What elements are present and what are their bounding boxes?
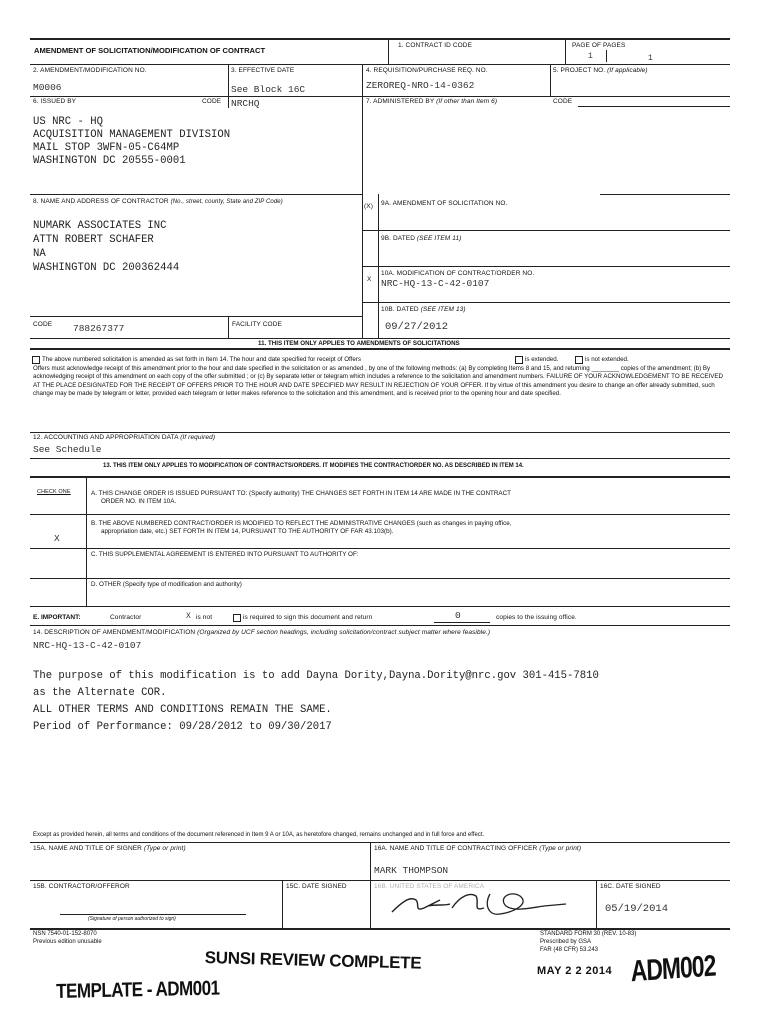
requisition-value: ZEROREQ-NRO-14-0362	[366, 80, 475, 91]
contractor-line-2: ATTN ROBERT SCHAFER	[33, 234, 154, 246]
previous-edition-text: Previous edition unusable	[33, 939, 102, 945]
effective-date-value: See Block 16C	[231, 84, 306, 95]
accounting-label: 12. ACCOUNTING AND APPROPRIATION DATA (If required)	[33, 434, 216, 441]
is-required-label: is required to sign this document and return	[243, 614, 373, 621]
item13d-line: D. OTHER (Specify type of modification and authority)	[91, 581, 242, 588]
item11-heading: 11. THIS ITEM ONLY APPLIES TO AMENDMENTS OF SOLICITATIONS	[258, 340, 460, 347]
signer-name-label: 15A. NAME AND TITLE OF SIGNER (Type or print)	[33, 845, 186, 852]
dated-10b-label: 10B. DATED (SEE ITEM 13)	[381, 306, 466, 313]
amendment-solicitation-label: 9A. AMENDMENT OF SOLICITATION NO.	[381, 200, 508, 207]
template-stamp: TEMPLATE - ADM001	[56, 976, 220, 1003]
contracting-officer-signature	[380, 886, 580, 920]
signature-authorized-note: (Signature of person authorized to sign)	[88, 916, 176, 922]
dated-9b-label: 9B. DATED (SEE ITEM 11)	[381, 235, 462, 242]
amendment-no-label: 2. AMENDMENT/MODIFICATION NO.	[33, 67, 147, 74]
contracting-officer-value: MARK THOMPSON	[374, 865, 449, 876]
sunsi-review-stamp: SUNSI REVIEW COMPLETE	[204, 948, 422, 973]
issued-by-code-value: NRCHQ	[231, 98, 260, 109]
contractor-line-4: WASHINGTON DC 200362444	[33, 262, 180, 274]
officer-date-signed-value: 05/19/2014	[605, 903, 669, 915]
description-line-1: The purpose of this modification is to add Dayna Dority,Dayna.Dority@nrc.gov 301-415-7810	[33, 670, 599, 682]
contractor-date-signed-label: 15C. DATE SIGNED	[286, 883, 347, 890]
united-states-label: 16B. UNITED STATES OF AMERICA	[374, 883, 485, 890]
important-label: E. IMPORTANT:	[33, 614, 81, 621]
contractor-word: Contractor	[110, 614, 142, 621]
issued-by-line-4: WASHINGTON DC 20555-0001	[33, 155, 186, 167]
issued-by-label: 6. ISSUED BY	[33, 98, 77, 105]
contractor-code-value: 788267377	[73, 323, 125, 334]
description-line-3: ALL OTHER TERMS AND CONDITIONS REMAIN THE SAME.	[33, 704, 332, 716]
copies-count: 0	[455, 610, 461, 621]
extended-label: is extended.	[525, 356, 559, 363]
item13c-line: C. THIS SUPPLEMENTAL AGREEMENT IS ENTERED INTO PURSUANT TO AUTHORITY OF:	[91, 551, 359, 558]
contractor-line-1: NUMARK ASSOCIATES INC	[33, 220, 167, 232]
description-label: 14. DESCRIPTION OF AMENDMENT/MODIFICATION (Organized by UCF section headings, including solicitation/contract subject matter where feasible.)	[33, 629, 491, 636]
dated-10b-value: 09/27/2012	[385, 321, 449, 333]
not-extended-label: is not extended.	[585, 356, 629, 363]
check-one-label: CHECK ONE	[37, 489, 71, 495]
requisition-label: 4. REQUISITION/PURCHASE REQ. NO.	[366, 67, 488, 74]
contractor-label: 8. NAME AND ADDRESS OF CONTRACTOR (No., street, county, State and ZIP Code)	[33, 198, 283, 205]
except-provided-text: Except as provided herein, all terms and conditions of the document referenced in Item 9 A or 10A, as heretofore changed, remains unchanged and in full force and effect.	[33, 832, 485, 838]
issued-by-line-3: MAIL STOP 3WFN-05-C64MP	[33, 142, 180, 154]
description-line-2: as the Alternate COR.	[33, 687, 167, 699]
description-ref: NRC-HQ-13-C-42-0107	[33, 640, 142, 651]
received-date-stamp: MAY 2 2 2014	[537, 965, 613, 977]
modification-contract-value: NRC-HQ-13-C-42-0107	[381, 278, 490, 289]
issued-by-line-2: ACQUISITION MANAGEMENT DIVISION	[33, 129, 231, 141]
page-number: 1	[588, 52, 593, 61]
project-no-label: 5. PROJECT NO. (If applicable)	[553, 67, 648, 74]
item13b-line1: B. THE ABOVE NUMBERED CONTRACT/ORDER IS MODIFIED TO REFLECT THE ADMINISTRATIVE CHANGES (such as changes in paying office,	[91, 520, 512, 527]
facility-code-label: FACILITY CODE	[232, 321, 282, 328]
form-title: AMENDMENT OF SOLICITATION/MODIFICATION OF CONTRACT	[34, 46, 266, 55]
is-required-checkbox[interactable]	[233, 614, 241, 622]
contract-id-code-label: 1. CONTRACT ID CODE	[398, 42, 473, 49]
amendment-no-value: M0006	[33, 82, 62, 93]
standard-form-text: STANDARD FORM 30 (REV. 10-83)	[540, 931, 637, 937]
item13b-check-mark: X	[54, 533, 60, 544]
is-not-check-mark: X	[186, 612, 191, 621]
accounting-value: See Schedule	[33, 444, 102, 455]
pages-total: 1	[648, 54, 653, 63]
contractor-code-label: CODE	[33, 321, 53, 328]
item13-heading: 13. THIS ITEM ONLY APPLIES TO MODIFICATION OF CONTRACTS/ORDERS. IT MODIFIES THE CONTRACT/ORDER NO. AS DESCRIBED IN ITEM 14.	[103, 463, 524, 469]
extended-checkbox[interactable]	[515, 356, 523, 364]
effective-date-label: 3. EFFECTIVE DATE	[231, 67, 295, 74]
page-of-pages-label: PAGE OF PAGES	[572, 42, 626, 49]
contracting-officer-label: 16A. NAME AND TITLE OF CONTRACTING OFFICER (Type or print)	[374, 845, 582, 852]
item13a-line1: A. THIS CHANGE ORDER IS ISSUED PURSUANT TO: (Specify authority) THE CHANGES SET FORTH IN ITEM 14 ARE MADE IN THE CONTRACT	[91, 490, 511, 497]
administered-by-label: 7. ADMINISTERED BY (If other than Item 6)	[366, 98, 498, 105]
copies-tail: copies to the issuing office.	[496, 614, 577, 621]
officer-date-signed-label: 16C. DATE SIGNED	[600, 883, 661, 890]
far-text: FAR (48 CFR) 53.243	[540, 947, 599, 953]
item13a-line2: ORDER NO. IN ITEM 10A.	[101, 498, 177, 505]
adm-stamp: ADM002	[630, 948, 717, 988]
block9-x-header: (X)	[364, 203, 373, 210]
not-extended-checkbox[interactable]	[575, 356, 583, 364]
contractor-offeror-label: 15B. CONTRACTOR/OFFEROR	[33, 883, 130, 890]
solicitation-amended-checkbox[interactable]	[32, 356, 40, 364]
prescribed-by-text: Prescribed by GSA	[540, 939, 592, 945]
block10a-x-mark: X	[367, 276, 372, 283]
modification-contract-label: 10A. MODIFICATION OF CONTRACT/ORDER NO.	[381, 270, 535, 277]
item11-paragraph: Offers must acknowledge receipt of this amendment prior to the hour and date specified in the solicitation or as amended , by one of the following methods: (a) By completing Items 8 and 15, and returning ________ copies of the amendment; (b) By acknowledging receipt of this amendment on each copy of the offer submitted ; or (c) By separate letter or telegram which includes a reference to the solicitation and amendment numbers. FAILURE OF YOUR ACKNOWLEDGEMENT TO BE RECEIVED AT THE PLACE DESIGNATED FOR THE RECEIPT OF OFFERS PRIOR TO THE HOUR AND DATE SPECIFIED MAY RESULT IN REJECTION OF YOUR OFFER. If by virtue of this amendment you desire to change an offer already submitted, such change may be made by telegram or letter, provided each telegram or letter makes reference to the solicitation and this amendment, and is received prior to the opening hour and date specified.	[33, 365, 723, 398]
description-line-4: Period of Performance: 09/28/2012 to 09/30/2017	[33, 721, 332, 733]
nsn-text: NSN 7540-01-152-8070	[33, 931, 97, 937]
is-not-label: is not	[196, 614, 213, 621]
issued-by-line-1: US NRC - HQ	[33, 116, 103, 128]
contractor-line-3: NA	[33, 248, 46, 260]
issued-by-code-label: CODE	[202, 98, 222, 105]
item13b-line2: appropriation date, etc.) SET FORTH IN ITEM 14, PURSUANT TO THE AUTHORITY OF FAR 43.103(b).	[101, 528, 394, 535]
administered-code-label: CODE	[553, 98, 573, 105]
item11-line1: The above numbered solicitation is amended as set forth in Item 14. The hour and date specified for receipt of Offers	[42, 356, 361, 363]
